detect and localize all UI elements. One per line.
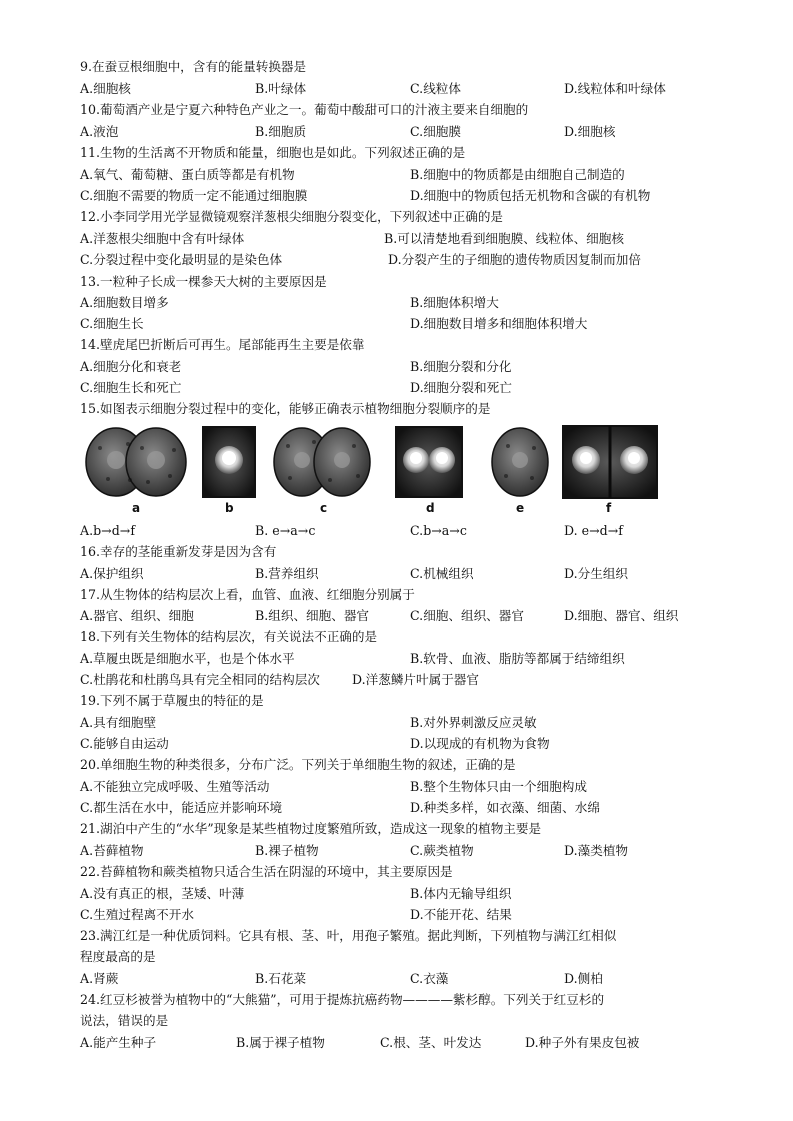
option-a: A.苔藓植物 [80, 843, 144, 858]
option-c: C.生殖过程离不开水 [80, 907, 194, 922]
option-d: D.不能开花、结果 [410, 907, 512, 922]
question-22-stem: 22.苔藓植物和蕨类植物只适合生活在阴湿的环境中，其主要原因是 [80, 864, 453, 879]
option-d: D.以现成的有机物为食物 [410, 736, 550, 751]
question-16-stem: 16.幸存的茎能重新发芽是因为含有 [80, 544, 277, 559]
question-24-stem-cont: 说法，错误的是 [80, 1013, 169, 1028]
option-c: C.细胞膜 [410, 124, 461, 139]
question-12-stem: 12.小李同学用光学显微镜观察洋葱根尖细胞分裂变化，下列叙述中正确的是 [80, 209, 504, 224]
option-a: A.肾蕨 [80, 971, 119, 986]
question-23-stem-cont: 程度最高的是 [80, 949, 156, 964]
option-c: C.都生活在水中，能适应并影响环境 [80, 800, 283, 815]
option-d: D.分裂产生的子细胞的遗传物质因复制而加倍 [388, 252, 641, 267]
option-b: B.细胞分裂和分化 [410, 359, 512, 374]
option-c: C.分裂过程中变化最明显的是染色体 [80, 252, 283, 267]
question-23-stem: 23.满江红是一种优质饲料。它具有根、茎、叶，用孢子繁殖。据此判断，下列植物与满江红相似 [80, 928, 617, 943]
option-d: D.种类多样，如衣藻、细菌、水绵 [410, 800, 600, 815]
option-d: D.洋葱鳞片叶属于器官 [352, 672, 479, 687]
option-d: D. e→d→f [564, 523, 623, 538]
cell-b [203, 427, 255, 497]
option-a: A.细胞分化和衰老 [80, 359, 182, 374]
question-19-stem: 19.下列不属于草履虫的特征的是 [80, 693, 264, 708]
option-c: C.细胞生长 [80, 316, 144, 331]
figure-label-e: e [516, 501, 525, 515]
option-c: C.线粒体 [410, 81, 461, 96]
option-d: D.细胞、器官、组织 [564, 608, 679, 623]
question-24-stem: 24.红豆杉被誉为植物中的“大熊猫”，可用于提炼抗癌药物————紫杉醇。下列关于红豆杉的 [80, 992, 605, 1007]
option-c: C.蕨类植物 [410, 843, 474, 858]
figure-label-f: f [606, 501, 612, 515]
option-b: B.软骨、血液、脂肪等都属于结缔组织 [410, 651, 625, 666]
cell-division-drawings [80, 424, 680, 502]
option-b: B.营养组织 [255, 566, 319, 581]
option-d: D.线粒体和叶绿体 [564, 81, 666, 96]
cell-f [563, 426, 657, 498]
option-d: D.细胞分裂和死亡 [410, 380, 512, 395]
figure-label-b: b [225, 501, 234, 515]
option-d: D.细胞中的物质包括无机物和含碳的有机物 [410, 188, 651, 203]
option-d: D.分生组织 [564, 566, 629, 581]
option-b: B.细胞中的物质都是由细胞自己制造的 [410, 167, 625, 182]
option-a: A.液泡 [80, 124, 119, 139]
question-20-stem: 20.单细胞生物的种类很多，分布广泛。下列关于单细胞生物的叙述，正确的是 [80, 757, 516, 772]
figure-label-c: c [320, 501, 328, 515]
cell-c [274, 428, 370, 496]
option-b: B.细胞质 [255, 124, 307, 139]
option-c: C.细胞、组织、器官 [410, 608, 524, 623]
option-b: B.对外界刺激反应灵敏 [410, 715, 537, 730]
option-b: B. e→a→c [255, 523, 316, 538]
option-b: B.体内无输导组织 [410, 886, 512, 901]
option-d: D.细胞数目增多和细胞体积增大 [410, 316, 588, 331]
option-b: B.石花菜 [255, 971, 307, 986]
option-a: A.氧气、葡萄糖、蛋白质等都是有机物 [80, 167, 295, 182]
option-a: A.细胞核 [80, 81, 131, 96]
option-d: D.细胞核 [564, 124, 616, 139]
question-15-stem: 15.如图表示细胞分裂过程中的变化，能够正确表示植物细胞分裂顺序的是 [80, 401, 491, 416]
cell-division-figure [80, 424, 680, 516]
option-b: B.细胞体积增大 [410, 295, 499, 310]
cell-a [86, 428, 186, 496]
option-d: D.藻类植物 [564, 843, 629, 858]
option-d: D.种子外有果皮包被 [525, 1035, 640, 1050]
option-b: B.组织、细胞、器官 [255, 608, 370, 623]
option-d: D.侧柏 [564, 971, 603, 986]
option-b: B.叶绿体 [255, 81, 307, 96]
option-c: C.机械组织 [410, 566, 474, 581]
option-a: A.能产生种子 [80, 1035, 157, 1050]
option-b: B.整个生物体只由一个细胞构成 [410, 779, 587, 794]
option-a: A.细胞数目增多 [80, 295, 169, 310]
option-a: A.洋葱根尖细胞中含有叶绿体 [80, 231, 245, 246]
cell-d [396, 427, 462, 497]
option-a: A.具有细胞壁 [80, 715, 157, 730]
option-c: C.根、茎、叶发达 [380, 1035, 482, 1050]
figure-label-d: d [426, 501, 435, 515]
question-9-stem: 9.在蚕豆根细胞中，含有的能量转换器是 [80, 59, 307, 74]
question-17-stem: 17.从生物体的结构层次上看，血管、血液、红细胞分别属于 [80, 587, 415, 602]
option-a: A.不能独立完成呼吸、生殖等活动 [80, 779, 270, 794]
option-b: B.可以清楚地看到细胞膜、线粒体、细胞核 [384, 231, 624, 246]
option-b: B.裸子植物 [255, 843, 319, 858]
question-14-stem: 14.壁虎尾巴折断后可再生。尾部能再生主要是依靠 [80, 337, 365, 352]
question-11-stem: 11.生物的生活离不开物质和能量，细胞也是如此。下列叙述正确的是 [80, 145, 466, 160]
option-c: C.细胞生长和死亡 [80, 380, 182, 395]
option-c: C.细胞不需要的物质一定不能通过细胞膜 [80, 188, 308, 203]
question-10-stem: 10.葡萄酒产业是宁夏六种特色产业之一。葡萄中酸甜可口的汁液主要来自细胞的 [80, 102, 529, 117]
option-a: A.器官、组织、细胞 [80, 608, 194, 623]
option-a: A.b→d→f [80, 523, 135, 538]
option-b: B.属于裸子植物 [236, 1035, 325, 1050]
figure-label-a: a [132, 501, 141, 515]
option-c: C.b→a→c [410, 523, 467, 538]
option-a: A.保护组织 [80, 566, 144, 581]
option-a: A.没有真正的根，茎矮、叶薄 [80, 886, 245, 901]
option-c: C.杜鹃花和杜鹃鸟具有完全相同的结构层次 [80, 672, 320, 687]
question-18-stem: 18.下列有关生物体的结构层次，有关说法不正确的是 [80, 629, 378, 644]
cell-e [492, 428, 548, 496]
question-13-stem: 13.一粒种子长成一棵参天大树的主要原因是 [80, 274, 327, 289]
question-21-stem: 21.湖泊中产生的“水华”现象是某些植物过度繁殖所致，造成这一现象的植物主要是 [80, 821, 542, 836]
option-a: A.草履虫既是细胞水平，也是个体水平 [80, 651, 295, 666]
option-c: C.能够自由运动 [80, 736, 169, 751]
option-c: C.衣藻 [410, 971, 449, 986]
